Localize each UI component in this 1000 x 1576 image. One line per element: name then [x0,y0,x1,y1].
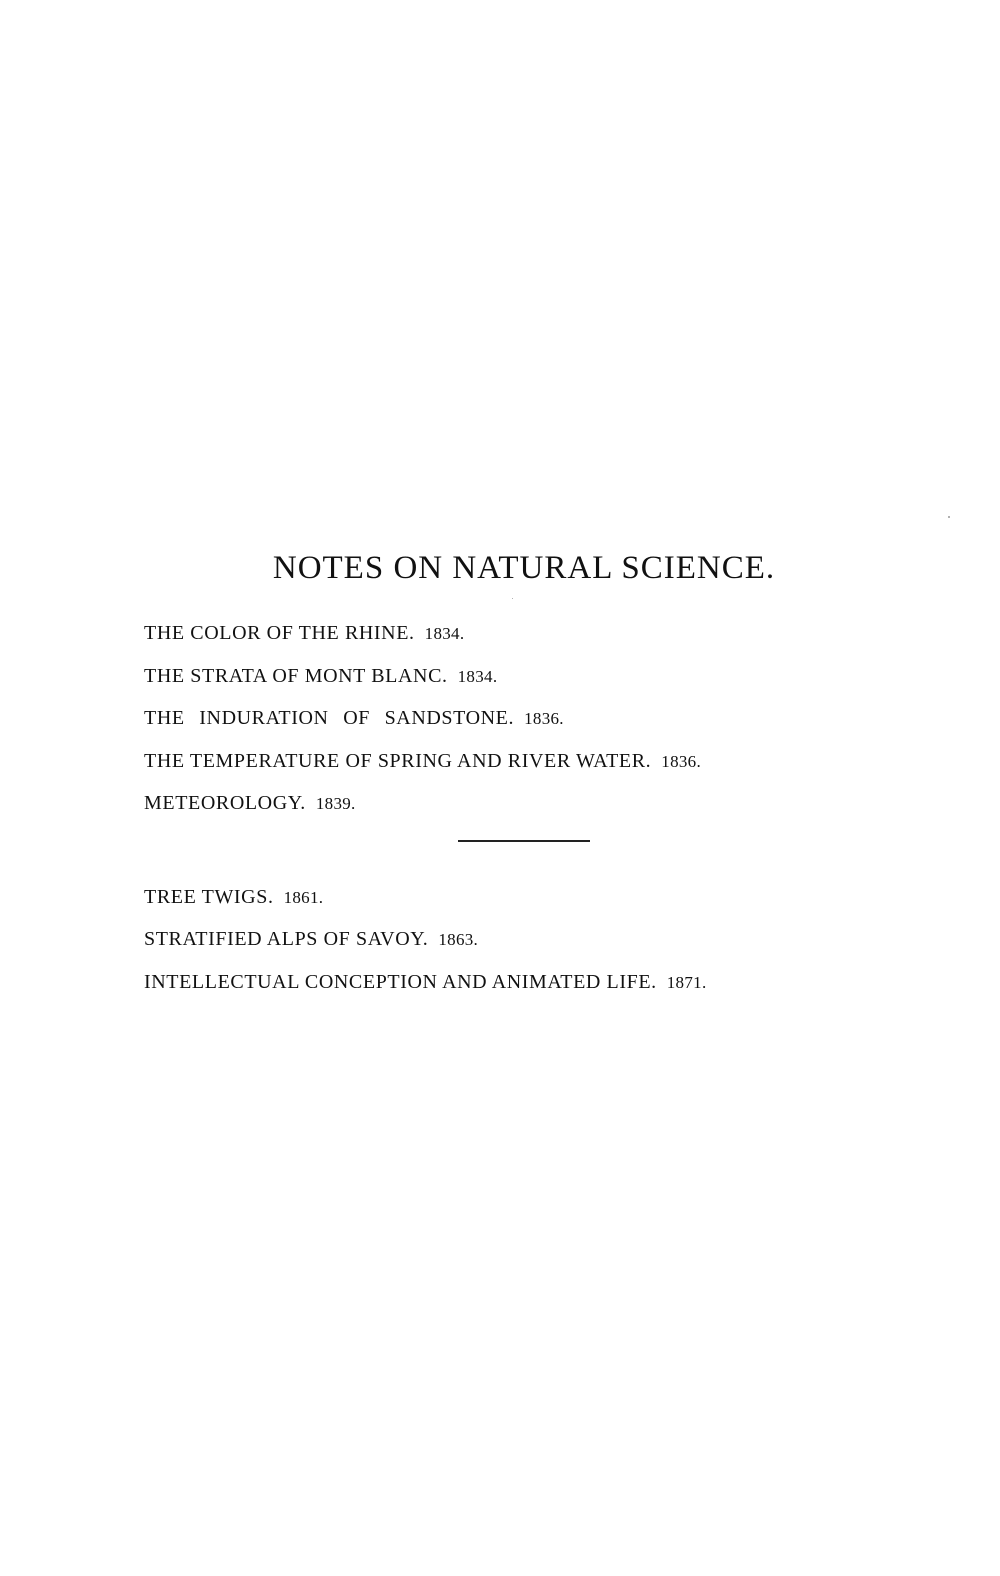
entry-title: INTELLECTUAL CONCEPTION AND ANIMATED LIFE. [144,971,657,993]
contents-entry [144,620,464,647]
entry-year: 1834. [424,624,465,643]
contents-entry [144,969,707,996]
entry-title: THE TEMPERATURE OF SPRING AND RIVER WATER. [144,750,652,772]
contents-entry [144,748,701,775]
print-speck [948,516,950,518]
print-speck [512,598,513,599]
contents-entry [144,790,356,817]
entry-title: METEOROLOGY. [144,792,306,814]
contents-entry [144,884,323,911]
entry-title: THE STRATA OF MONT BLANC. [144,665,448,687]
entry-title: STRATIFIED ALPS OF SAVOY. [144,928,429,950]
page-title-text: NOTES ON NATURAL SCIENCE. [272,550,776,586]
contents-entry [144,663,497,690]
entry-year: 1839. [315,794,356,813]
page-title [0,548,1000,588]
entry-year: 1861. [283,888,324,907]
entry-title: THE COLOR OF THE RHINE. [144,622,415,644]
entry-title: TREE TWIGS. [144,886,274,908]
section-divider [458,840,590,842]
entry-year: 1871. [666,973,707,992]
entry-year: 1836. [524,709,564,728]
entry-year: 1834. [457,667,498,686]
contents-entry [144,926,478,953]
entry-title: THE INDURATION OF SANDSTONE. [144,707,515,729]
entry-year: 1863. [438,930,479,949]
entry-year: 1836. [661,752,702,771]
contents-entry [144,705,564,732]
